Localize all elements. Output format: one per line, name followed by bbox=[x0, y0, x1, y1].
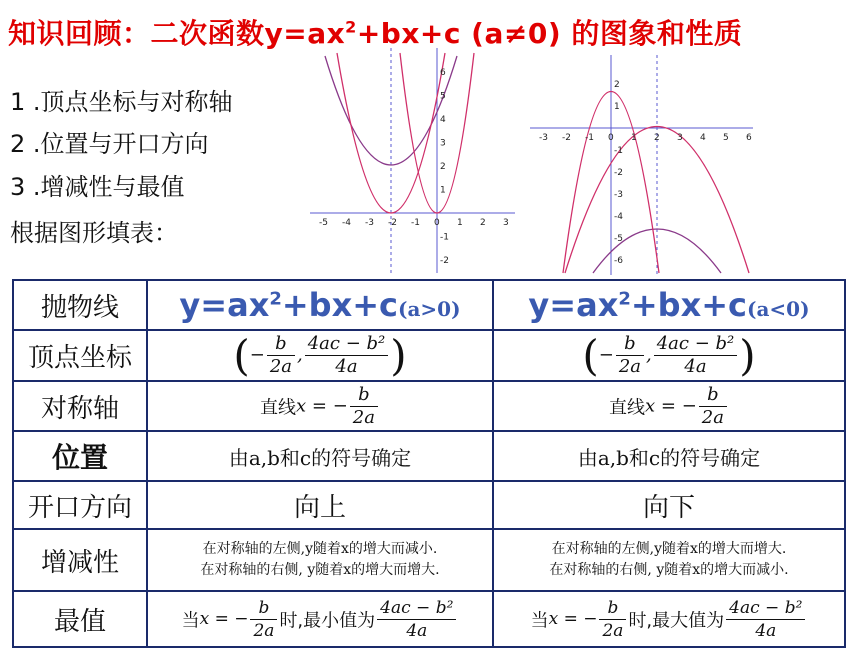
cell-vertex-pos: (− $\frac{b}{2a}$ , $\frac{\text{4ac − b²}}{4a}$ ) bbox=[147, 330, 493, 381]
x-tick-label: 3 bbox=[503, 218, 509, 228]
upward-parabola-graph bbox=[305, 48, 520, 273]
cell-opening-pos: 向上 bbox=[147, 481, 493, 529]
x-tick-label: 2 bbox=[480, 218, 486, 228]
x-tick-label: -3 bbox=[365, 218, 374, 228]
cell-monotonic-neg: 在对称轴的左侧,y随着x的增大而增大. 在对称轴的右侧, y随着x的增大而减小. bbox=[493, 529, 845, 591]
properties-table bbox=[12, 279, 846, 648]
x-tick-label: -3 bbox=[539, 133, 548, 143]
x-tick-label: -5 bbox=[319, 218, 328, 228]
page-title: 知识回顾：二次函数$y=ax^2+bx+c$ (a≠0) 的图象和性质 bbox=[8, 17, 743, 50]
x-tick-label: 5 bbox=[723, 133, 729, 143]
x-tick-label: 2 bbox=[654, 133, 660, 143]
cell-extreme-pos: 当x = − $\frac{b}{2a}$ 时,最小值为 $\frac{\text{4ac − b²}}{4a}$ bbox=[147, 591, 493, 647]
y-tick-label: -1 bbox=[440, 232, 449, 243]
row-label-monotonic: 增减性 bbox=[13, 529, 147, 591]
y-tick-label: 3 bbox=[440, 138, 446, 149]
x-tick-label: -4 bbox=[342, 218, 351, 228]
y-tick-label: -6 bbox=[614, 256, 623, 266]
x-tick-label: 1 bbox=[631, 133, 637, 143]
cell-vertex-neg: (− $\frac{b}{2a}$ , $\frac{\text{4ac − b²}}{4a}$ ) bbox=[493, 330, 845, 381]
x-tick-label: -2 bbox=[562, 133, 571, 143]
y-tick-label: 2 bbox=[440, 162, 446, 172]
y-tick-label: 4 bbox=[440, 115, 446, 125]
table-row bbox=[13, 330, 845, 381]
cell-axis-pos: 直线x = − $\frac{b}{2a}$ bbox=[147, 381, 493, 431]
table-row bbox=[13, 481, 845, 529]
x-tick-label: 6 bbox=[746, 133, 752, 143]
x-tick-label: 0 bbox=[608, 133, 614, 143]
table-row bbox=[13, 529, 845, 591]
cell-position-neg: 由a,b和c的符号确定 bbox=[493, 431, 845, 481]
downward-parabola-graph bbox=[525, 55, 755, 275]
x-tick-label: -1 bbox=[585, 133, 594, 143]
y-tick-label: -2 bbox=[440, 256, 449, 266]
x-tick-label: -2 bbox=[388, 218, 397, 228]
row-label-opening: 开口方向 bbox=[13, 481, 147, 529]
item-fill-table: 根据图形填表： bbox=[10, 219, 178, 247]
y-tick-label: -5 bbox=[614, 234, 623, 244]
y-tick-label: -2 bbox=[614, 168, 623, 178]
row-label-parabola: 抛物线 bbox=[13, 280, 147, 330]
table-row bbox=[13, 280, 845, 330]
cell-monotonic-pos: 在对称轴的左侧,y随着x的增大而减小. 在对称轴的右侧, y随着x的增大而增大. bbox=[147, 529, 493, 591]
cell-position-pos: 由a,b和c的符号确定 bbox=[147, 431, 493, 481]
x-tick-label: 3 bbox=[677, 133, 683, 143]
item-position-opening: 2 .位置与开口方向 bbox=[10, 130, 209, 158]
y-tick-label: 1 bbox=[440, 185, 446, 196]
cell-eq-neg: $y=ax^2+bx+c(a<0)$ bbox=[493, 280, 845, 330]
item-vertex-axis: 1 .顶点坐标与对称轴 bbox=[10, 88, 233, 116]
y-tick-label: 6 bbox=[440, 68, 446, 78]
x-tick-label: 4 bbox=[700, 133, 706, 143]
table-row bbox=[13, 381, 845, 431]
cell-extreme-neg: 当x = − $\frac{b}{2a}$ 时,最大值为 $\frac{\text{4ac − b²}}{4a}$ bbox=[493, 591, 845, 647]
row-label-extreme: 最值 bbox=[13, 591, 147, 647]
row-label-axis: 对称轴 bbox=[13, 381, 147, 431]
item-monotonic-extreme: 3 .增减性与最值 bbox=[10, 173, 185, 201]
y-tick-label: 5 bbox=[440, 91, 446, 102]
x-tick-label: -1 bbox=[411, 218, 420, 228]
table-row bbox=[13, 591, 845, 647]
row-label-vertex: 顶点坐标 bbox=[13, 330, 147, 381]
table-row bbox=[13, 431, 845, 481]
y-tick-label: 1 bbox=[614, 102, 620, 112]
y-tick-label: 2 bbox=[614, 80, 620, 90]
cell-opening-neg: 向下 bbox=[493, 481, 845, 529]
x-tick-label: 1 bbox=[457, 218, 463, 228]
cell-axis-neg: 直线x = − $\frac{b}{2a}$ bbox=[493, 381, 845, 431]
y-tick-label: -1 bbox=[614, 146, 623, 156]
y-tick-label: -4 bbox=[614, 212, 623, 222]
x-tick-label: 0 bbox=[434, 218, 440, 228]
y-tick-label: -3 bbox=[614, 190, 623, 200]
cell-eq-pos: $y=ax^2+bx+c(a>0)$ bbox=[147, 280, 493, 330]
row-label-position: 位置 bbox=[13, 431, 147, 481]
